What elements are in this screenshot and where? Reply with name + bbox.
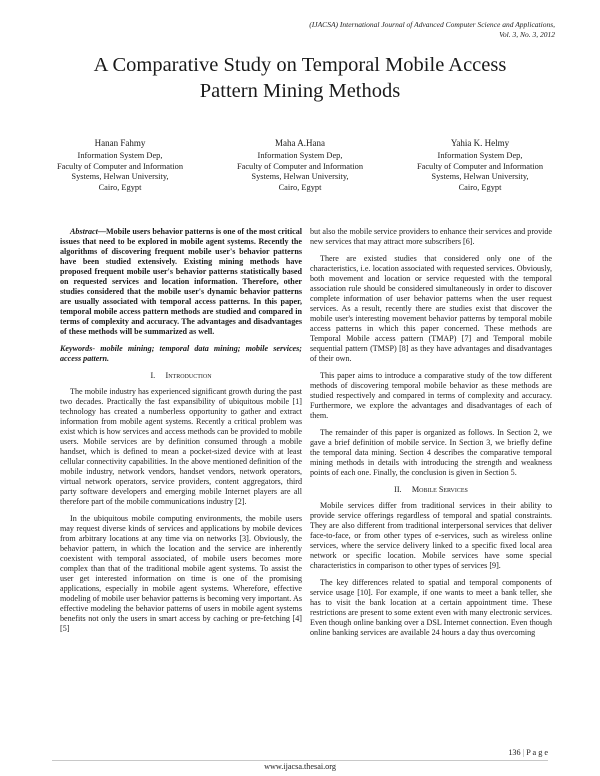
title-line-1: A Comparative Study on Temporal Mobile Access: [93, 54, 507, 76]
abstract: [60, 227, 302, 337]
author-3: [390, 138, 570, 194]
author-name: Hanan Fahmy: [94, 138, 146, 148]
section-number: II.: [394, 485, 402, 494]
journal-volume: Vol. 3, No. 3, 2012: [499, 29, 555, 39]
section-heading-mobile-services: [310, 485, 552, 495]
title-line-2: Pattern Mining Methods: [199, 80, 401, 102]
footer-url: www.ijacsa.thesai.org: [264, 762, 336, 771]
keywords: Keywords- mobile mining; temporal data mining; mobile services; access pattern.: [60, 344, 302, 363]
section-number: I.: [150, 371, 156, 380]
left-column: [60, 227, 302, 641]
abstract-label: Abstract—: [70, 227, 106, 236]
intro-paragraph-4: This paper aims to introduce a comparative study of the tow different methods of discovering temporal mobile behavior as these methods are studied respectively and compared in terms of complexity and accuracy. Furthermore, we explore the advantages and disadvantages of each of them.: [310, 371, 552, 420]
page-number-value: 136: [508, 748, 521, 757]
intro-paragraph-1: The mobile industry has experienced significant growth during the past two decades. Practically the fast expansibility of ubiquitous mobile [1] technology has created a numberless opportunity to gather and extract information from mobile agent systems. Recently a critical problem was exist which is how services and access methods can be provided to mobile users. Mobile services are by definition consumed through a mobile handset, which is defined to mean a pocket-sized device with at least cellular connectivity capabilities. In the above mentioned definition of the mobile industry, network vendors, handset vendors, network operators, virtual network operators, service providers, content aggregators, third party software developers and emerging mobile Internet players are all therefore part of the mobile communications industry [2].: [60, 387, 302, 506]
abstract-text: Mobile users behavior patterns is one of the most critical issues that need to be explored in mobile agent systems. Recently the algorithms of discovering frequent mobile user's behavior patterns have been studied extensively. Existing mining methods have proposed frequent mobile user's behavior patterns statistically based on requested services and location information. Therefore, other studies considered that the mobile user's dynamic behavior patterns are usually associated with temporal access patterns. In this paper, temporal mobile access pattern methods are studied and compared in terms of complexity and accuracy. The advantages and disadvantages of these methods will be summarized as well.: [60, 227, 302, 336]
paper-title: [40, 52, 560, 104]
author-name: Yahia K. Helmy: [450, 138, 510, 148]
author-affiliation: Information System Dep,: [437, 150, 523, 160]
intro-paragraph-continued: but also the mobile service providers to enhance their services and provide new services that may attract more subscribers [6].: [310, 227, 552, 246]
footer-rule: [52, 760, 548, 761]
author-affiliation: Cairo, Egypt: [98, 183, 142, 193]
journal-header: [175, 20, 555, 39]
author-2: [210, 138, 390, 194]
author-affiliation: Systems, Helwan University,: [431, 172, 529, 182]
section-title: Mobile Services: [411, 485, 468, 494]
author-affiliation: Systems, Helwan University,: [71, 172, 169, 182]
intro-paragraph-5: The remainder of this paper is organized as follows. In Section 2, we gave a brief definition of mobile service. In Section 3, we briefly define the temporal data mining. Section 4 describes the comparative temporal mining methods in details with introducing the strength and weakness points of each one. Finally, the conclusion is given in Section 5.: [310, 428, 552, 477]
intro-paragraph-3: There are existed studies that considered only one of the characteristics, i.e. location associated with requested services. Obviously, both movement and location or service requested with the temporal association rule should be considered simultaneously in order to discover complete information of user behavior patterns when the user request services. As a result, recently there are studies exist that discover the mobile user's interesting movement behavior patterns by temporal mobile access patterns in which this paper concerned. These methods are Temporal Mobile access pattern (TMAP) [7] and Temporal mobile sequential pattern (TMSP) [8] as they have advantages and disadvantages of their own.: [310, 254, 552, 363]
section-title: Introduction: [165, 371, 212, 380]
journal-name: (IJACSA) International Journal of Advanced Computer Science and Applications,: [309, 20, 555, 29]
page-number: [508, 748, 548, 757]
author-affiliation: Information System Dep,: [257, 150, 343, 160]
page-separator: |: [522, 748, 525, 757]
author-affiliation: Information System Dep,: [77, 150, 163, 160]
author-affiliation: Systems, Helwan University,: [251, 172, 349, 182]
author-affiliation: Faculty of Computer and Information: [56, 161, 184, 171]
author-affiliation: Cairo, Egypt: [278, 183, 322, 193]
author-1: [30, 138, 210, 194]
intro-paragraph-2: In the ubiquitous mobile computing environments, the mobile users may request diverse kinds of services and applications by mobile devices from arbitrary locations at any time via on networks [3]. Obviously, the behavior pattern, in which the location and the service are inherently coexistent with temporal associated, of mobile users becomes more complex than that of the traditional mobile agent systems. To assist the user get interested information on time is one of the promising applications, especially in mobile agent systems. Wherefore, effective modeling of mobile user behavior patterns is becoming very important. As effective modeling the behavior patterns of users in mobile agent systems benefits not only the users in smart access by caching or pre-fetching [4] [5]: [60, 514, 302, 633]
services-paragraph-2: The key differences related to spatial and temporal components of service usage [10]. For example, if one wants to meet a bank teller, she has to visit the bank location at a certain appointment time. These restrictions are present to some extent even with many electronic services. Even though online banking over a DSL Internet connection. Even though online banking services are available 24 hours a day thus overcoming: [310, 578, 552, 637]
author-affiliation: Faculty of Computer and Information: [236, 161, 364, 171]
page-word: P a g e: [526, 748, 548, 757]
author-affiliation: Faculty of Computer and Information: [416, 161, 544, 171]
services-paragraph-1: Mobile services differ from traditional services in their ability to provide service offerings regardless of temporal and spatial constraints. They are also different from traditional interpersonal services that deliver face-to-face, or from other types of e-services, such as wireless online services, where the service delivery linked to a specific fixed local area network or specific location. Mobile services have some special characteristics in comparison to other types of services [9].: [310, 501, 552, 570]
author-affiliation: Cairo, Egypt: [458, 183, 502, 193]
right-column: [310, 227, 552, 645]
author-name: Maha A.Hana: [275, 138, 325, 148]
section-heading-introduction: [60, 371, 302, 381]
